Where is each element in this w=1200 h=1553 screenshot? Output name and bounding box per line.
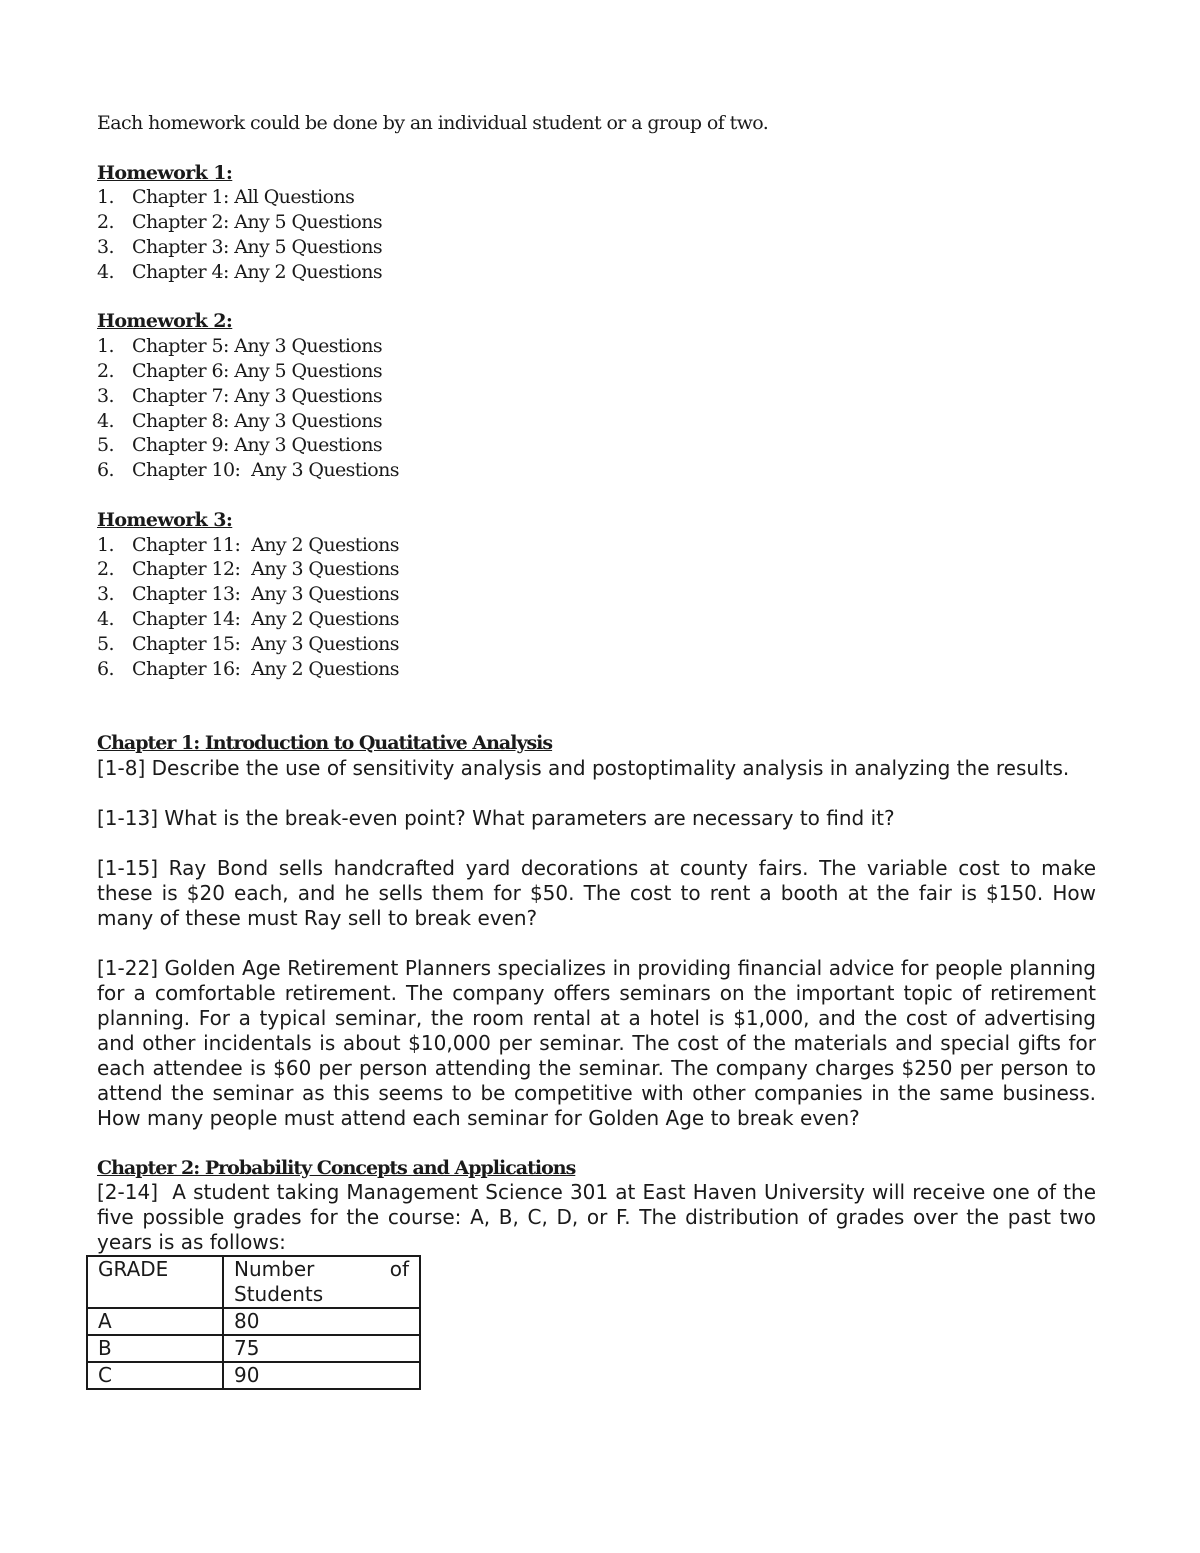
count-cell: 75 — [223, 1335, 420, 1362]
list-number: 6. — [97, 459, 114, 482]
table-row — [87, 1308, 420, 1335]
list-number: 3. — [97, 235, 114, 258]
list-item — [97, 260, 1096, 285]
list-text: Chapter 9: Any 3 Questions — [132, 434, 383, 457]
table-row — [87, 1362, 420, 1389]
homework-section-2 — [97, 309, 1096, 483]
table-row — [87, 1335, 420, 1362]
header-of: of — [389, 1257, 409, 1282]
header-number-line — [234, 1257, 409, 1282]
homework-list — [97, 185, 1096, 284]
list-text: Chapter 5: Any 3 Questions — [132, 335, 383, 358]
list-number: 2. — [97, 558, 114, 581]
document-page — [97, 111, 1103, 1390]
list-number: 3. — [97, 384, 114, 407]
list-number: 2. — [97, 359, 114, 382]
homework-heading: Homework 3: — [97, 508, 233, 531]
list-text: Chapter 16: Any 2 Questions — [132, 657, 399, 680]
chapter-1-heading: Chapter 1: Introduction to Quatitative Analysis — [97, 731, 553, 754]
list-number: 4. — [97, 409, 114, 432]
homework-section-1 — [97, 161, 1096, 285]
list-number: 1. — [97, 533, 114, 556]
grade-cell: C — [87, 1362, 223, 1389]
homework-heading: Homework 2: — [97, 310, 233, 333]
chapter-2-heading: Chapter 2: Probability Concepts and Applications — [97, 1156, 576, 1179]
list-item — [97, 359, 1096, 384]
count-cell: 90 — [223, 1362, 420, 1389]
homework-section-3 — [97, 508, 1096, 682]
grade-cell: A — [87, 1308, 223, 1335]
question-1-13: [1-13] What is the break-even point? What parameters are necessary to find it? — [97, 805, 895, 830]
count-cell: 80 — [223, 1308, 420, 1335]
list-number: 4. — [97, 607, 114, 630]
list-item — [97, 433, 1096, 458]
list-text: Chapter 4: Any 2 Questions — [132, 260, 383, 283]
question-1-15: [1-15] Ray Bond sells handcrafted yard decorations at county fairs. The variable cost to make these is $20 each, and he sells them for $50. The cost to rent a booth at the fair is $150. How many of these must Ray sell to break even? — [97, 855, 1096, 930]
list-text: Chapter 10: Any 3 Questions — [132, 459, 399, 482]
grade-distribution-table — [86, 1255, 421, 1390]
list-item — [97, 409, 1096, 434]
list-text: Chapter 2: Any 5 Questions — [132, 211, 383, 234]
header-number: Number — [234, 1257, 315, 1282]
list-text: Chapter 11: Any 2 Questions — [132, 533, 399, 556]
list-number: 1. — [97, 335, 114, 358]
question-2-14: [2-14] A student taking Management Science 301 at East Haven University will receive one of the five possible grades for the course: A, B, C, D, or F. The distribution of grades over the past two years is as follows: — [97, 1180, 1103, 1255]
homework-heading: Homework 1: — [97, 161, 233, 184]
list-item — [97, 607, 1096, 632]
list-item — [97, 334, 1096, 359]
list-item — [97, 185, 1096, 210]
list-item — [97, 384, 1096, 409]
header-students: Students — [234, 1282, 324, 1307]
list-text: Chapter 3: Any 5 Questions — [132, 235, 383, 258]
list-text: Chapter 6: Any 5 Questions — [132, 359, 383, 382]
list-text: Chapter 8: Any 3 Questions — [132, 409, 383, 432]
question-1-22: [1-22] Golden Age Retirement Planners specializes in providing financial advice for people planning for a comfortable retirement. The company offers seminars on the important topic of retirement planning. For a typical seminar, the room rental at a hotel is $1,000, and the cost of advertising and other incidentals is about $10,000 per seminar. The cost of the materials and special gifts for each attendee is $60 per person attending the seminar. The company charges $250 per person to attend the seminar as this seems to be competitive with other companies in the same business. How many people must attend each seminar for Golden Age to break even? — [97, 955, 1096, 1130]
list-text: Chapter 13: Any 3 Questions — [132, 583, 399, 606]
list-item — [97, 533, 1096, 558]
spacer — [97, 136, 1096, 161]
homework-list — [97, 334, 1096, 483]
header-number-of-students — [223, 1256, 420, 1308]
list-number: 5. — [97, 434, 114, 457]
grade-cell: B — [87, 1335, 223, 1362]
table-header-row — [87, 1256, 420, 1308]
header-grade: GRADE — [87, 1256, 223, 1308]
list-item — [97, 235, 1096, 260]
list-item — [97, 657, 1096, 682]
question-1-8: [1-8] Describe the use of sensitivity analysis and postoptimality analysis in analyzing the results. — [97, 755, 1070, 780]
list-text: Chapter 15: Any 3 Questions — [132, 632, 399, 655]
intro-text: Each homework could be done by an individual student or a group of two. — [97, 112, 769, 134]
list-text: Chapter 12: Any 3 Questions — [132, 558, 399, 581]
homework-list — [97, 533, 1096, 682]
spacer — [97, 285, 1096, 310]
list-text: Chapter 7: Any 3 Questions — [132, 384, 383, 407]
list-item — [97, 458, 1096, 483]
list-item — [97, 557, 1096, 582]
list-text: Chapter 1: All Questions — [132, 186, 355, 209]
list-number: 4. — [97, 260, 114, 283]
list-number: 1. — [97, 186, 114, 209]
spacer — [97, 483, 1096, 508]
list-text: Chapter 14: Any 2 Questions — [132, 607, 399, 630]
list-item — [97, 210, 1096, 235]
list-item — [97, 582, 1096, 607]
list-number: 3. — [97, 583, 114, 606]
spacer — [97, 681, 1096, 731]
list-number: 6. — [97, 657, 114, 680]
list-number: 2. — [97, 211, 114, 234]
spacer — [97, 1131, 1096, 1156]
list-item — [97, 632, 1096, 657]
list-number: 5. — [97, 632, 114, 655]
